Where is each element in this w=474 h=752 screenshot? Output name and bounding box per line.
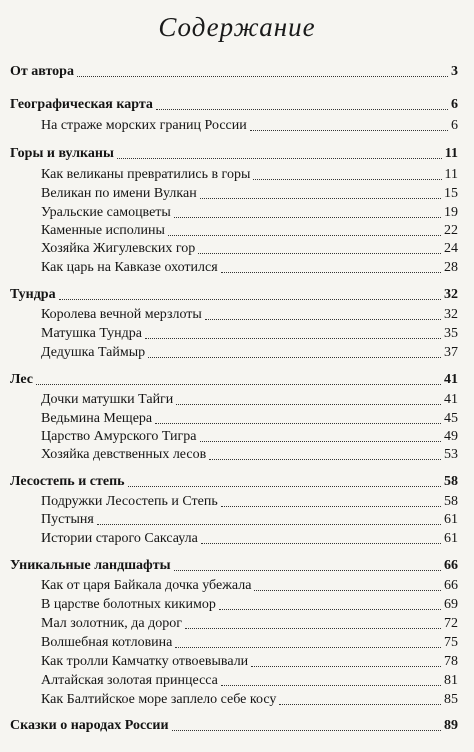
toc-entry-title: Пустыня xyxy=(41,512,94,527)
toc-entry-title: Царство Амурского Тигра xyxy=(41,429,197,444)
dot-leader xyxy=(168,234,441,236)
dot-leader xyxy=(201,542,441,544)
dot-leader xyxy=(221,684,441,686)
toc-entry-title: Как великаны превратились в горы xyxy=(41,167,251,182)
toc-entry-title: Каменные исполины xyxy=(41,223,165,238)
toc-page-number: 49 xyxy=(444,429,458,444)
toc-page-number: 28 xyxy=(444,260,458,275)
toc-subentry xyxy=(41,410,458,428)
dot-leader xyxy=(155,422,441,424)
dot-leader xyxy=(221,271,441,273)
dot-leader xyxy=(219,608,441,610)
dot-leader xyxy=(209,458,441,460)
toc-subentry xyxy=(41,615,458,633)
dot-leader xyxy=(175,646,441,648)
toc-entry-title: Матушка Тундра xyxy=(41,326,143,341)
toc-subentry xyxy=(41,240,458,258)
toc-entry-title: Хозяйка Жигулевских гор xyxy=(41,241,196,256)
toc-entry-title: Истории старого Саксаула xyxy=(41,531,198,546)
toc-section-entry xyxy=(10,371,458,389)
toc-subentry xyxy=(41,530,458,548)
dot-leader xyxy=(172,729,441,731)
toc-page-number: 72 xyxy=(444,616,458,631)
toc-entry-title: Лес xyxy=(10,372,33,387)
toc-entry-title: В царстве болотных кикимор xyxy=(41,597,216,612)
toc-entry-title: Сказки о народах России xyxy=(10,718,169,733)
toc-page-number: 81 xyxy=(444,673,458,688)
toc-page-number: 11 xyxy=(444,167,458,182)
dot-leader xyxy=(185,627,441,629)
toc-page-number: 35 xyxy=(444,326,458,341)
dot-leader xyxy=(251,665,441,667)
toc-page-number: 3 xyxy=(451,64,458,79)
toc-page-number: 66 xyxy=(444,578,458,593)
dot-leader xyxy=(279,703,441,705)
page-title: Содержание xyxy=(158,12,316,42)
toc-entry-title: Королева вечной мерзлоты xyxy=(41,307,202,322)
toc-page-number: 66 xyxy=(444,558,458,573)
dot-leader xyxy=(148,356,441,358)
toc-entry-title: Дочки матушки Тайги xyxy=(41,392,174,407)
toc-subentry xyxy=(41,691,458,709)
dot-leader xyxy=(174,569,441,571)
toc-page-number: 41 xyxy=(444,392,458,407)
toc-page-number: 75 xyxy=(444,635,458,650)
toc-page-number: 69 xyxy=(444,597,458,612)
toc-page-number: 53 xyxy=(444,447,458,462)
dot-leader xyxy=(97,523,441,525)
toc-page-number: 89 xyxy=(444,718,458,733)
toc-entry-title: От автора xyxy=(10,64,74,79)
toc-subentry xyxy=(41,391,458,409)
dot-leader xyxy=(198,252,441,254)
toc-subentry xyxy=(41,672,458,690)
toc-entry-title: Хозяйка девственных лесов xyxy=(41,447,207,462)
toc-page-number: 19 xyxy=(444,205,458,220)
toc-entry-title: Подружки Лесостепь и Степь xyxy=(41,494,218,509)
toc-entry-title: Как Балтийское море заплело себе косу xyxy=(41,692,277,707)
toc-subentry xyxy=(41,166,458,184)
dot-leader xyxy=(117,157,442,159)
toc-page-number: 41 xyxy=(444,372,458,387)
toc-subentry xyxy=(41,185,458,203)
dot-leader xyxy=(221,505,441,507)
dot-leader xyxy=(200,440,442,442)
toc-page-number: 24 xyxy=(444,241,458,256)
dot-leader xyxy=(205,318,441,320)
toc-subentry xyxy=(41,577,458,595)
toc-section-entry xyxy=(10,557,458,575)
toc-subentry xyxy=(41,222,458,240)
toc-subentry xyxy=(41,596,458,614)
toc-section-entry xyxy=(10,473,458,491)
toc-entry-title: Географическая карта xyxy=(10,97,153,112)
toc-subentry xyxy=(41,204,458,222)
dot-leader xyxy=(174,216,441,218)
toc-entry-title: Лесостепь и степь xyxy=(10,474,125,489)
dot-leader xyxy=(200,197,441,199)
dot-leader xyxy=(36,383,441,385)
toc-entry-title: Как тролли Камчатку отвоевывали xyxy=(41,654,249,669)
toc-page-number: 58 xyxy=(444,474,458,489)
toc-section-entry xyxy=(10,96,458,114)
toc-subentry xyxy=(41,259,458,277)
toc-entry-title: Уникальные ландшафты xyxy=(10,558,171,573)
toc-entry-title: Уральские самоцветы xyxy=(41,205,171,220)
toc-section-entry xyxy=(10,717,458,735)
dot-leader xyxy=(77,75,448,77)
dot-leader xyxy=(176,403,441,405)
toc-page-number: 78 xyxy=(444,654,458,669)
toc-subentry xyxy=(41,117,458,135)
toc-section-entry xyxy=(10,145,458,163)
dot-leader xyxy=(128,485,441,487)
dot-leader xyxy=(156,108,448,110)
toc-page-number: 61 xyxy=(444,512,458,527)
toc-page-number: 32 xyxy=(444,307,458,322)
toc-page-number: 45 xyxy=(444,411,458,426)
toc-entry-title: Горы и вулканы xyxy=(10,146,114,161)
toc-page-number: 32 xyxy=(444,287,458,302)
toc-subentry xyxy=(41,306,458,324)
toc-page-number: 11 xyxy=(444,146,458,161)
toc-entry-title: Дедушка Таймыр xyxy=(41,345,146,360)
toc-subentry xyxy=(41,428,458,446)
toc-page-number: 6 xyxy=(451,97,458,112)
toc-entry-title: Великан по имени Вулкан xyxy=(41,186,197,201)
toc-entry-title: Как от царя Байкала дочка убежала xyxy=(41,578,252,593)
toc-subentry xyxy=(41,511,458,529)
dot-leader xyxy=(145,337,441,339)
toc-page-number: 15 xyxy=(444,186,458,201)
toc-subentry xyxy=(41,653,458,671)
toc-page-number: 61 xyxy=(444,531,458,546)
toc-subentry xyxy=(41,325,458,343)
toc-subentry xyxy=(41,634,458,652)
toc-entry-title: Алтайская золотая принцесса xyxy=(41,673,218,688)
toc-page-number: 6 xyxy=(451,118,458,133)
toc-entry-title: Мал золотник, да дорог xyxy=(41,616,182,631)
toc-entry-title: Ведьмина Мещера xyxy=(41,411,153,426)
toc-entry-title: Волшебная котловина xyxy=(41,635,173,650)
dot-leader xyxy=(253,178,441,180)
toc-subentry xyxy=(41,446,458,464)
dot-leader xyxy=(59,298,441,300)
toc-entry-title: Тундра xyxy=(10,287,56,302)
toc-section-entry xyxy=(10,63,458,81)
dot-leader xyxy=(254,589,441,591)
toc-section-entry xyxy=(10,286,458,304)
toc-page-number: 85 xyxy=(444,692,458,707)
toc-page-number: 37 xyxy=(444,345,458,360)
toc-page-number: 22 xyxy=(444,223,458,238)
dot-leader xyxy=(250,129,448,131)
toc-page-number: 58 xyxy=(444,494,458,509)
toc-entry-title: Как царь на Кавказе охотился xyxy=(41,260,218,275)
toc-entry-title: На страже морских границ России xyxy=(41,118,247,133)
toc-subentry xyxy=(41,344,458,362)
toc-subentry xyxy=(41,493,458,511)
